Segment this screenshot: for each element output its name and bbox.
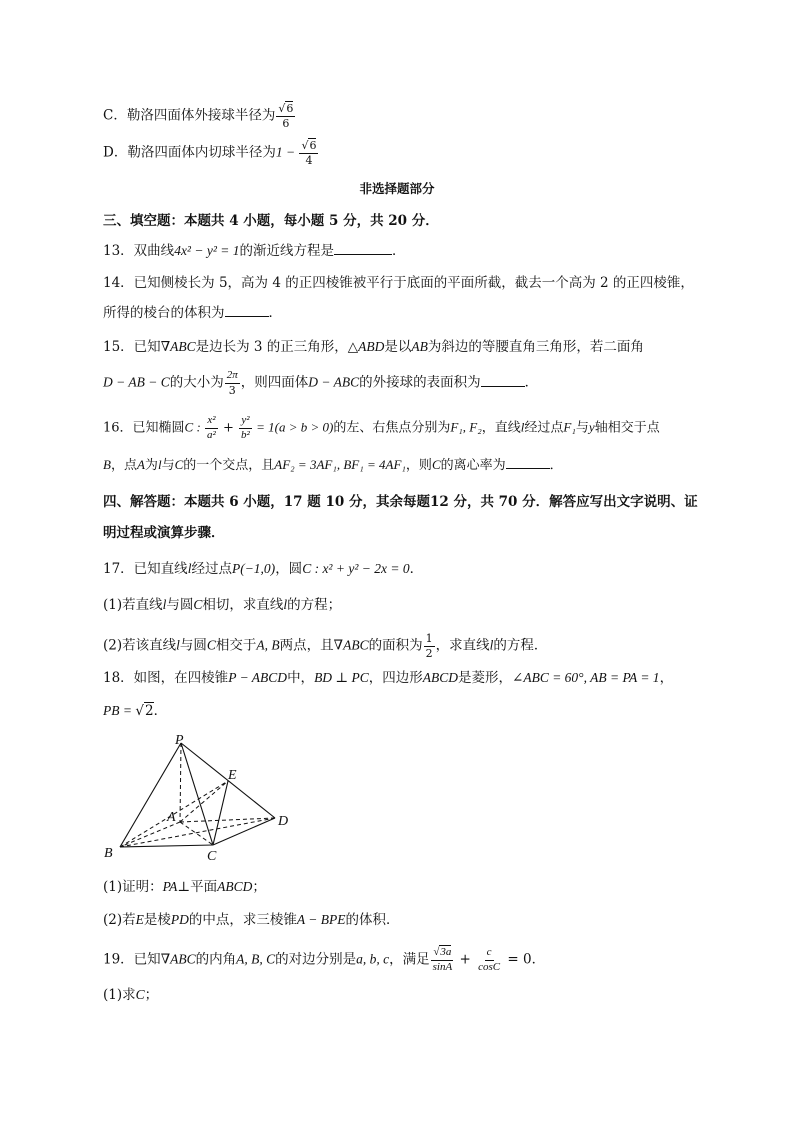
question-14-line-1: 14．已知侧棱长为 5，高为 4 的正四棱锥被平行于底面的平面所截，截去一个高为 2 的正四棱锥， — [103, 275, 694, 291]
edge-BC — [120, 845, 213, 847]
edge-AB — [120, 822, 180, 847]
edge-PB — [120, 743, 181, 847]
vertex-label-P: P — [175, 733, 184, 748]
question-15-line-2: D − AB − C的大小为 $\frac{2\pi}{3}$ ，则四面体D − ABC的外接球的表面积为 ． — [103, 369, 539, 397]
question-18-part-1: (1)证明：PA⊥平面ABCD； — [103, 879, 266, 895]
fraction-x2-over-a2: $\frac{\text{x²}}{\text{a²}}$ — [207, 414, 216, 441]
option-c: C．勒洛四面体外接球半径为 $\frac{√6}{6}$ — [103, 102, 294, 130]
edge-EC — [213, 781, 228, 845]
vertex-label-A: A — [167, 810, 176, 825]
answer-blank-15[interactable] — [481, 385, 525, 387]
vertex-label-C: C — [207, 849, 217, 863]
edge-PC — [181, 743, 213, 845]
question-17-part-1: (1)若直线l与圆C相切，求直线l的方程； — [103, 597, 342, 613]
question-14-line-2: 所得的棱台的体积为 ． — [103, 305, 282, 321]
answer-blank-13[interactable] — [334, 253, 392, 255]
section-title: 非选择题部分 — [359, 181, 435, 196]
fraction-sqrt6-over-6: $\frac{√6}{6}$ — [278, 102, 294, 130]
solve-heading-line-2: 明过程或演算步骤． — [103, 525, 225, 541]
question-19: 19．已知∇ABC的内角A, B, C的对边分别是a, b, c，满足 $\frac{√3a}{\sin A}$ + $\frac{c}{\cos C}$ = 0． — [103, 946, 546, 973]
answer-blank-16[interactable] — [506, 467, 550, 469]
edge-BD — [120, 818, 275, 847]
question-16-line-2: B，点A为l与C的一个交点，且AF₂ = 3AF₁, BF₁ = 4AF₁，则C的离心率为 ． — [103, 457, 563, 473]
option-d: D．勒洛四面体内切球半径为1 − $\frac{√6}{4}$ — [103, 139, 317, 167]
fraction-1-over-2: $\frac{1}{2}$ — [425, 632, 433, 660]
edge-AD — [180, 818, 275, 822]
answer-blank-14[interactable] — [225, 315, 269, 317]
solve-heading-line-1: 四、解答题：本题共 6 小题，17 题 10 分，其余每题12 分，共 70 分．解答应写出文字说明、证 — [103, 494, 698, 510]
fraction-y2-over-b2: $\frac{\text{y²}}{\text{b²}}$ — [241, 414, 250, 441]
question-19-part-1: (1)求C； — [103, 987, 159, 1003]
fraction-sqrt3a-over-sinA: $\frac{√3a}{\sin A}$ — [432, 946, 453, 973]
question-15-line-1: 15．已知∇ABC是边长为 3 的正三角形，△ABD是以AB为斜边的等腰直角三角形，若二面角 — [103, 339, 644, 355]
question-18-line-2: PB = √2． — [103, 703, 168, 719]
edge-CD — [213, 818, 275, 845]
vertex-label-B: B — [104, 846, 113, 861]
question-18-part-2: (2)若E是棱PD的中点，求三棱锥A − BPE的体积． — [103, 912, 400, 928]
vertex-label-E: E — [228, 768, 237, 783]
fraction-c-over-cosC: $\frac{c}{\cos C}$ — [478, 946, 501, 973]
fill-blank-heading: 三、填空题：本题共 4 小题，每小题 5 分，共 20 分． — [103, 213, 439, 229]
pyramid-figure — [100, 733, 300, 863]
question-16-line-1: 16．已知椭圆C : $\frac{\text{x²}}{\text{a²}}$ + $\frac{\text{y²}}{\text{b²}}$ = 1(a > b > 0)的左、右焦点分别为F₁, F₂，直线l经过点F₁与y轴相交于点 — [103, 414, 660, 441]
fraction-sqrt6-over-4: $\frac{√6}{4}$ — [301, 139, 317, 167]
question-18-line-1: 18．如图，在四棱锥P − ABCD中，BD ⊥ PC，四边形ABCD是菱形，∠ABC = 60°, AB = PA = 1， — [103, 670, 674, 686]
question-17-part-2: (2)若该直线l与圆C相交于A, B两点，且∇ABC的面积为 $\frac{1}{2}$ ，求直线l的方程． — [103, 632, 548, 660]
edge-AC — [180, 822, 213, 845]
question-13: 13．双曲线4x² − y² = 1的渐近线方程是 ． — [103, 243, 406, 259]
fraction-2pi-over-3: $\frac{2\pi}{3}$ — [226, 369, 238, 397]
vertex-label-D: D — [278, 814, 289, 829]
question-17: 17．已知直线l经过点P(−1,0)，圆C : x² + y² − 2x = 0． — [103, 561, 424, 577]
